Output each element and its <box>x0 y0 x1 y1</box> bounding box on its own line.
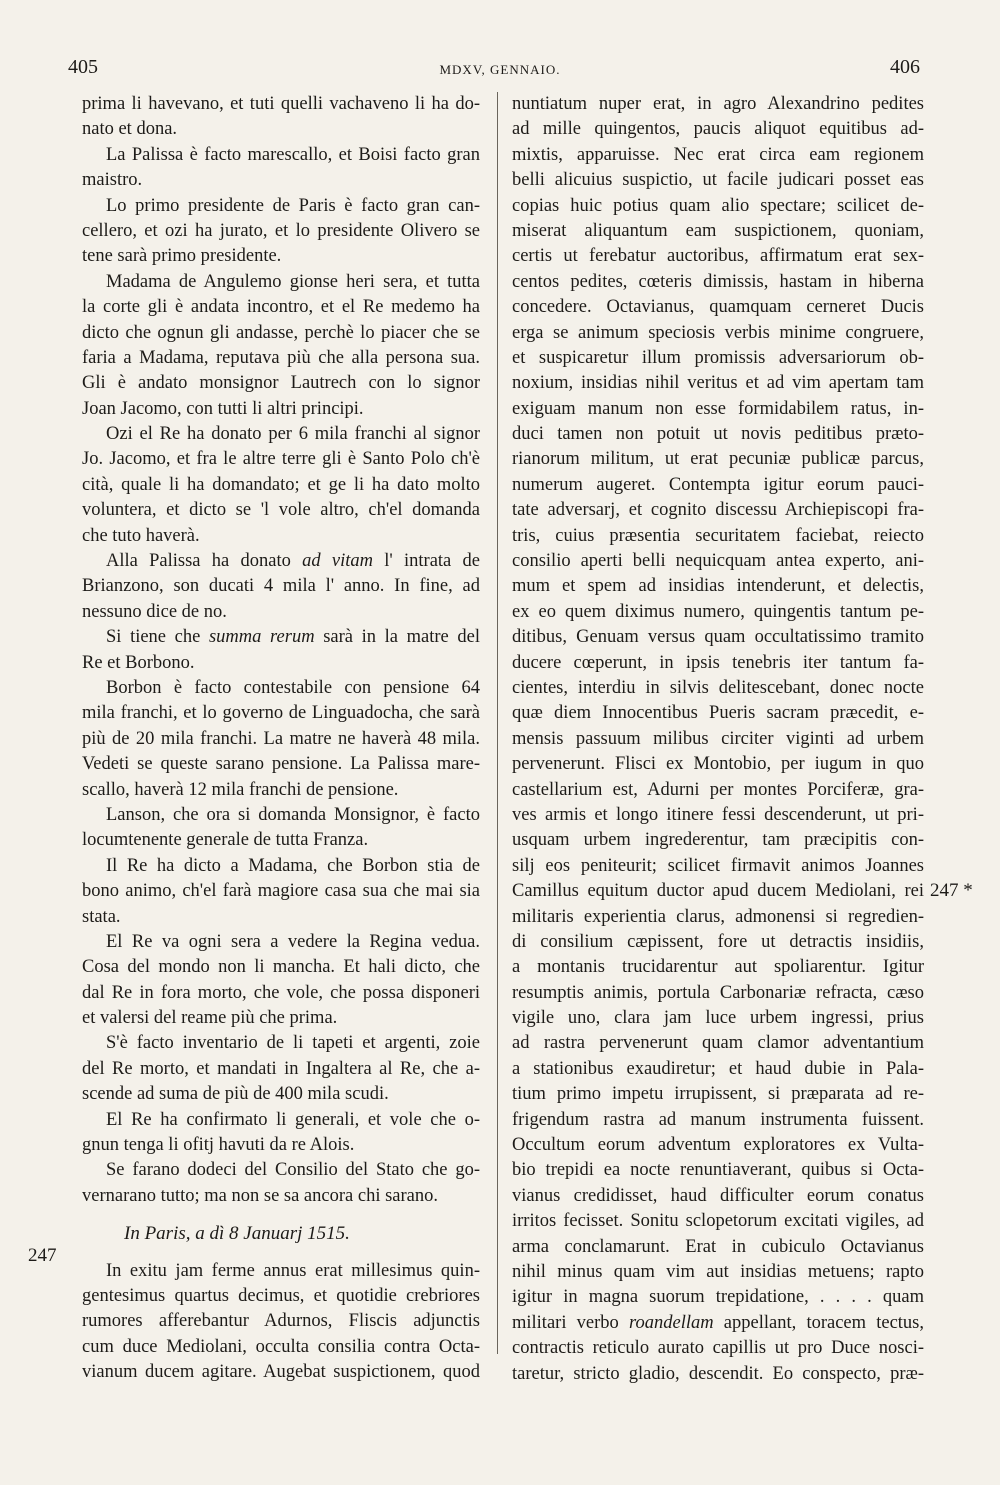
text-line: rianorum militum, ut erat pecuniæ publicæ parcus, <box>512 449 924 470</box>
text-line: Camillus equitum ductor apud ducem Mediolani, rei <box>512 881 924 902</box>
text-line: dicto che ognun gli andasse, perchè lo piacer che se <box>82 322 480 343</box>
text-line: pervenerunt. Flisci ex Montobio, per iugum in quo <box>512 754 924 775</box>
text-line: Madama de Angulemo gionse heri sera, et tutta <box>106 271 480 292</box>
text-line: castellarium est, Adurni per montes Porciferæ, gra- <box>512 779 924 800</box>
text-line: ducere cœperunt, in ipsis tenebris iter tantum fa- <box>512 652 924 673</box>
text-line: ad mille quingentos, paucis aliquot equitibus ad- <box>512 119 924 140</box>
text-line: Alla Palissa ha donato ad vitam l' intrata de <box>106 551 480 572</box>
text-line: che tuto haverà. <box>82 525 200 546</box>
text-line: del Re morto, et mandati in Ingaltera al Re, che a- <box>82 1058 480 1079</box>
text-line: taretur, stricto gladio, descendit. Eo conspecto, præ- <box>512 1363 924 1384</box>
text-line: vianum ducem agitare. Augebat suspictionem, quod <box>82 1362 480 1383</box>
text-line: locumtenente generale de tutta Franza. <box>82 830 369 851</box>
text-line: Gli è andato monsignor Lautrech con lo signor <box>82 373 480 394</box>
text-line: scende ad suma de più de 400 mila scudi. <box>82 1084 389 1105</box>
text-line: tate adversarj, et cognito discessu Archiepiscopi fra- <box>512 500 924 521</box>
text-line: irritos fecisset. Sonitu sclopetorum excitati vigiles, ad <box>512 1211 924 1232</box>
dateline: In Paris, a dì 8 Januarj 1515. <box>124 1223 350 1245</box>
text-line: Re et Borbono. <box>82 652 195 673</box>
text-line: scallo, haverà 12 mila franchi de pensione. <box>82 779 399 800</box>
text-line: vernarano tutto; ma non se sa ancora chi sarano. <box>82 1185 438 1206</box>
text-line: nato et dona. <box>82 119 178 140</box>
text-line: Lanson, che ora si domanda Monsignor, è facto <box>106 804 480 825</box>
text-line: S'è facto inventario de li tapeti et argenti, zoie <box>106 1033 480 1054</box>
text-line: usquam urbem ingrederentur, tam præcipitis con- <box>512 830 924 851</box>
text-line: Borbon è facto contestabile con pensione 64 <box>106 677 480 698</box>
text-line: concedere. Octavianus, quamquam cerneret Ducis <box>512 297 924 318</box>
text-line: contractis reticulo aurato capillis ut pro Duce nosci- <box>512 1338 924 1359</box>
text-line: centos pedites, cœteris dimissis, hastam in hiberna <box>512 271 924 292</box>
text-line: militaris experientia clarus, admonensi si regredien- <box>512 906 924 927</box>
text-line: nessuno dice de no. <box>82 601 227 622</box>
text-line: dal Re in fora morto, che vole, che possa disponeri <box>82 982 480 1003</box>
text-line: numerum augeret. Contempta igitur eorum pauci- <box>512 474 924 495</box>
text-line: certis ut ferebatur auctoribus, affirmatum erat sex- <box>512 246 924 267</box>
text-line: rumores afferebantur Adurnos, Fliscis adjunctis <box>82 1311 480 1332</box>
text-line: nihil minus quam vim aut insidias metuens; rapto <box>512 1261 924 1282</box>
right-column <box>512 92 924 1387</box>
right-page-number: 406 <box>890 56 920 78</box>
text-line: miserat aliquantum eam suspictionem, quoniam, <box>512 220 924 241</box>
text-line: arma conclamarunt. Erat in cubiculo Octavianus <box>512 1236 924 1257</box>
text-line: ex eo quem diximus numero, quingentis tantum pe- <box>512 601 924 622</box>
text-line: militari verbo roandellam appellant, toracem tectus, <box>512 1312 924 1333</box>
text-line: cità, quale li ha domandato; et ge li ha dato molto <box>82 474 480 495</box>
text-line: bono animo, ch'el farà magiore casa sua che mai sia <box>82 881 480 902</box>
text-line: la corte gli è andata incontro, et el Re medemo ha <box>82 297 480 318</box>
text-line: mixtis, apparuisse. Nec erat circa eam regionem <box>512 144 924 165</box>
left-page-number: 405 <box>68 56 98 78</box>
text-line: frigendum rastra ad manum instrumenta fuissent. <box>512 1109 924 1130</box>
text-line: vigile uno, clara jam luce urbem ingressi, prius <box>512 1008 924 1029</box>
text-line: cellero, et ozi ha jurato, et lo presidente Olivero se <box>82 220 480 241</box>
text-line: mensis passuum milibus circiter viginti ad urbem <box>512 728 924 749</box>
text-line: di consilium cæpissent, fore ut detractis insidiis, <box>512 931 924 952</box>
text-line: Occultum eorum adventum exploratores ex Vulta- <box>512 1135 924 1156</box>
text-line: belli alicuius suspictio, ut facile judicari posset eas <box>512 170 924 191</box>
paragraph-gap <box>82 1209 480 1221</box>
text-line: Il Re ha dicto a Madama, che Borbon stia de <box>106 855 480 876</box>
text-line: prima li havevano, et tuti quelli vachaveno li ha do- <box>82 94 480 114</box>
text-line: et suspicaretur illum promissis adversariorum ob- <box>512 347 924 368</box>
text-line: consilio aperti belli nequicquam antea experto, ani- <box>512 551 924 572</box>
text-line: El Re va ogni sera a vedere la Regina vedua. <box>106 931 480 952</box>
text-line: stata. <box>82 906 121 927</box>
text-line: copias huic potius quam alio spectare; scilicet de- <box>512 195 924 216</box>
text-line: Si tiene che summa rerum sarà in la matre del <box>106 627 480 648</box>
text-line: vianus credidisset, haud difficulter eorum conatus <box>512 1185 924 1206</box>
text-line: Se farano dodeci del Consilio del Stato che go- <box>106 1160 480 1181</box>
text-line: Ozi el Re ha donato per 6 mila franchi al signor <box>106 424 480 445</box>
text-line: duci tamen non potuit ut novis peditibus prætо- <box>512 424 924 445</box>
paragraph-gap <box>82 1247 480 1259</box>
text-line: erga se animum speciosis verbis minime congruere, <box>512 322 924 343</box>
text-line: Joan Jacomo, con tutti li altri principi. <box>82 398 364 419</box>
left-column <box>82 92 480 1386</box>
text-line: più de 20 mila franchi. La matre ne haverà 48 mila. <box>82 728 480 749</box>
text-line: Jo. Jacomo, et fra le altre terre gli è Santo Polo ch'è <box>82 449 480 470</box>
column-divider <box>497 92 498 1354</box>
left-margin-number: 247 <box>28 1245 57 1266</box>
text-line: tris, cuius præsentia securitatem faciebat, reiecto <box>512 525 924 546</box>
text-line: a montanis trucidarentur aut spoliarentur. Igitur <box>512 957 924 978</box>
text-line: mum et spem ad insidias intenderunt, et delectis, <box>512 576 924 597</box>
text-line: quæ diem Innocentibus Pueris sacram præcedit, e- <box>512 703 924 724</box>
text-line: Brianzono, son ducati 4 mila l' anno. In fine, ad <box>82 576 480 597</box>
text-line: ad rastra pervenerunt quam clamor adventantium <box>512 1033 924 1054</box>
right-margin-number: 247 * <box>930 880 973 901</box>
text-line: Vedeti se queste sarano pensione. La Palissa mare- <box>82 754 480 775</box>
page-header <box>0 56 1000 86</box>
text-line: Cosa del mondo non li mancha. Et hali dicto, che <box>82 957 480 978</box>
text-line: Lo primo presidente de Paris è facto gran can- <box>106 195 480 216</box>
text-line: ves armis et longo itinere fessi descenderunt, ut pri- <box>512 804 924 825</box>
text-line: ditibus, Genuam versus quam occultatissimo tramito <box>512 627 924 648</box>
text-line: voluntera, et dicto se 'l vole altro, ch'el domanda <box>82 500 480 521</box>
text-line: et valersi del reame più che prima. <box>82 1008 338 1029</box>
text-line: In exitu jam ferme annus erat millesimus quin- <box>106 1260 480 1281</box>
text-line: La Palissa è facto marescallo, et Boisi facto gran <box>106 144 480 165</box>
text-line: tium primo impetu irrupissent, si præparata ad re- <box>512 1084 924 1105</box>
text-line: mila franchi, et lo governo de Linguadocha, che sarà <box>82 703 480 724</box>
text-line: exiguam manum non esse formidabilem ratus, in- <box>512 398 924 419</box>
text-line: igitur in magna suorum trepidatione, . . . . quam <box>512 1287 924 1308</box>
text-line: a stationibus exaudiretur; et haud dubie in Pala- <box>512 1058 924 1079</box>
text-line: cum duce Mediolani, occulta consilia contra Octa- <box>82 1336 480 1357</box>
text-line: cientes, interdiu in silvis delitescebant, donec nocte <box>512 677 924 698</box>
text-line: nuntiatum nuper erat, in agro Alexandrino pedites <box>512 94 924 114</box>
text-line: El Re ha confirmato li generali, et vole che o- <box>106 1109 480 1130</box>
text-line: maistro. <box>82 170 143 191</box>
text-line: gentesimus quartus decimus, et quotidie crebriores <box>82 1285 480 1306</box>
running-head: MDXV, GENNAIO. <box>439 62 561 77</box>
text-line: noxium, insidias nihil veritus et ad vim apertam tam <box>512 373 924 394</box>
text-line: resumptis animis, portula Carbonariæ refracta, cæso <box>512 982 924 1003</box>
text-line: tene sarà primo presidente. <box>82 246 282 267</box>
text-line: faria a Madama, reputava più che alla persona sua. <box>82 347 480 368</box>
text-line: silj eos peniteurit; scilicet firmavit animos Joannes <box>512 855 924 876</box>
text-line: gnun tenga li ofitj havuti da re Alois. <box>82 1135 355 1156</box>
text-line: bio trepidi ea nocte renuntiaverant, quibus si Octa- <box>512 1160 924 1181</box>
